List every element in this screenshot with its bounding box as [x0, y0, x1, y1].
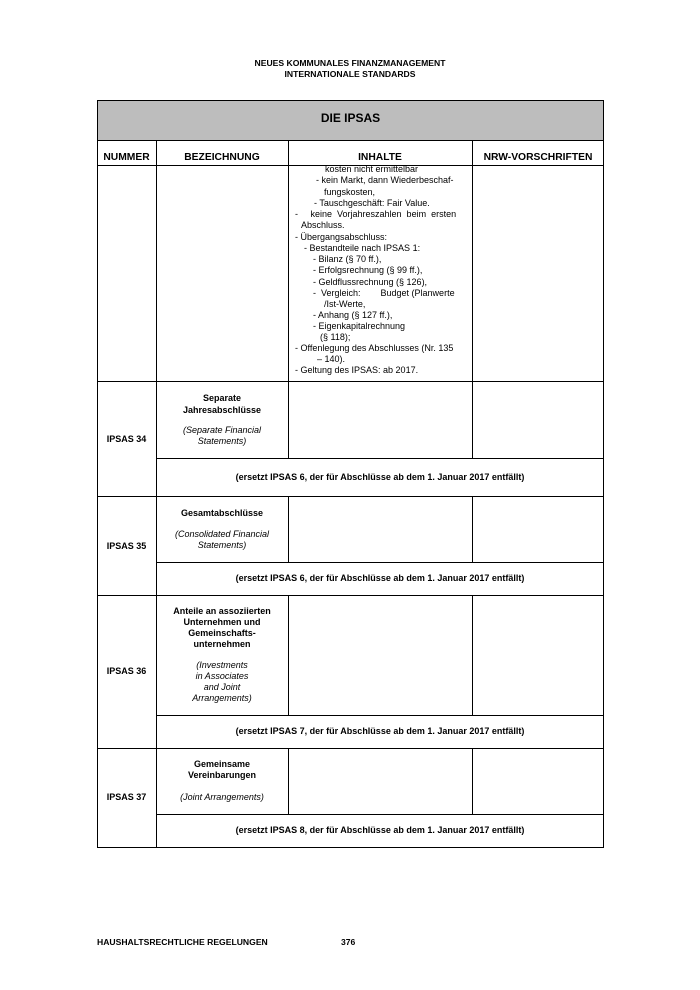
ipsas-replacement-note: (ersetzt IPSAS 8, der für Abschlüsse ab dem 1. Januar 2017 entfällt)	[235, 825, 525, 835]
column-header-inhalte: INHALTE	[358, 152, 402, 163]
page-header-line1: NEUES KOMMUNALES FINANZMANAGEMENT	[254, 58, 446, 68]
column-divider	[288, 496, 289, 562]
column-divider	[288, 748, 289, 814]
ipsas-title-line: Vereinbarungen	[187, 770, 257, 780]
row-divider	[97, 381, 604, 382]
inhalte-line: - Offenlegung des Abschlusses (Nr. 135	[295, 343, 454, 353]
ipsas-title-line: Gemeinsame	[193, 759, 251, 769]
note-divider	[156, 814, 604, 815]
row-divider	[97, 496, 604, 497]
inhalte-line: - Geldflussrechnung (§ 126),	[313, 277, 428, 287]
ipsas-number: IPSAS 34	[106, 434, 147, 444]
ipsas-number: IPSAS 37	[106, 792, 147, 802]
note-divider	[156, 562, 604, 563]
ipsas-title-line: Unternehmen und	[183, 617, 261, 627]
ipsas-english-line: Statements)	[197, 540, 247, 550]
ipsas-english-line: (Joint Arrangements)	[180, 792, 264, 802]
ipsas-title-line: Anteile an assoziierten	[173, 606, 271, 616]
page-number: 376	[341, 937, 356, 947]
column-divider	[472, 595, 473, 715]
ipsas-english-line: Arrangements)	[192, 693, 252, 703]
inhalte-line: – 140).	[317, 354, 346, 364]
note-divider	[156, 458, 604, 459]
column-divider	[288, 381, 289, 458]
column-header-nummer: NUMMER	[103, 152, 150, 163]
ipsas-number: IPSAS 35	[106, 541, 147, 551]
note-divider	[156, 715, 604, 716]
row-divider	[97, 595, 604, 596]
ipsas-title-line: Separate	[202, 393, 242, 403]
inhalte-line: - kein Markt, dann Wiederbeschaf-	[316, 175, 454, 185]
inhalte-line: - Vergleich: Budget (Planwerte	[313, 288, 455, 298]
ipsas-title-line: unternehmen	[193, 639, 251, 649]
ipsas-english-line: (Separate Financial	[182, 425, 262, 435]
column-divider	[472, 140, 473, 381]
ipsas-english-line: (Consolidated Financial	[174, 529, 270, 539]
ipsas-replacement-note: (ersetzt IPSAS 7, der für Abschlüsse ab dem 1. Januar 2017 entfällt)	[235, 726, 525, 736]
inhalte-line: (§ 118);	[320, 332, 351, 342]
column-divider	[156, 140, 157, 848]
inhalte-line: - Eigenkapitalrechnung	[313, 321, 406, 331]
column-header-bezeichnung: BEZEICHNUNG	[184, 152, 260, 163]
ipsas-english-line: (Investments	[196, 660, 248, 670]
column-divider	[472, 381, 473, 458]
table-title: DIE IPSAS	[320, 111, 381, 125]
column-divider	[472, 496, 473, 562]
inhalte-line: - Anhang (§ 127 ff.),	[313, 310, 393, 320]
ipsas-english-line: in Associates	[195, 671, 249, 681]
ipsas-replacement-note: (ersetzt IPSAS 6, der für Abschlüsse ab dem 1. Januar 2017 entfällt)	[235, 573, 525, 583]
inhalte-line: Abschluss.	[301, 220, 345, 230]
ipsas-title-line: Gemeinschafts-	[188, 628, 256, 638]
inhalte-line: /Ist-Werte,	[324, 299, 366, 309]
page-header-line2: INTERNATIONALE STANDARDS	[284, 69, 416, 79]
ipsas-replacement-note: (ersetzt IPSAS 6, der für Abschlüsse ab dem 1. Januar 2017 entfällt)	[235, 472, 525, 482]
ipsas-english-line: and Joint	[203, 682, 241, 692]
column-divider	[472, 748, 473, 814]
ipsas-title-line: Gesamtabschlüsse	[180, 508, 264, 518]
inhalte-line: fungskosten,	[324, 187, 376, 197]
inhalte-line: kosten nicht ermittelbar	[325, 164, 419, 174]
ipsas-number: IPSAS 36	[106, 666, 147, 676]
inhalte-line: - Bilanz (§ 70 ff.),	[313, 254, 382, 264]
column-divider	[288, 140, 289, 381]
column-header-nrw-vorschriften: NRW-VORSCHRIFTEN	[483, 152, 593, 163]
ipsas-title-line: Jahresabschlüsse	[182, 405, 262, 415]
inhalte-line: - Übergangsabschluss:	[295, 232, 388, 242]
inhalte-line: - keine Vorjahreszahlen beim ersten	[295, 209, 457, 219]
ipsas-english-line: Statements)	[197, 436, 247, 446]
inhalte-line: - Tauschgeschäft: Fair Value.	[314, 198, 430, 208]
footer-title: HAUSHALTSRECHTLICHE REGELUNGEN	[97, 937, 268, 947]
inhalte-line: - Geltung des IPSAS: ab 2017.	[295, 365, 419, 375]
column-divider	[288, 595, 289, 715]
inhalte-line: - Erfolgsrechnung (§ 99 ff.),	[313, 265, 423, 275]
row-divider	[97, 748, 604, 749]
inhalte-line: - Bestandteile nach IPSAS 1:	[304, 243, 421, 253]
